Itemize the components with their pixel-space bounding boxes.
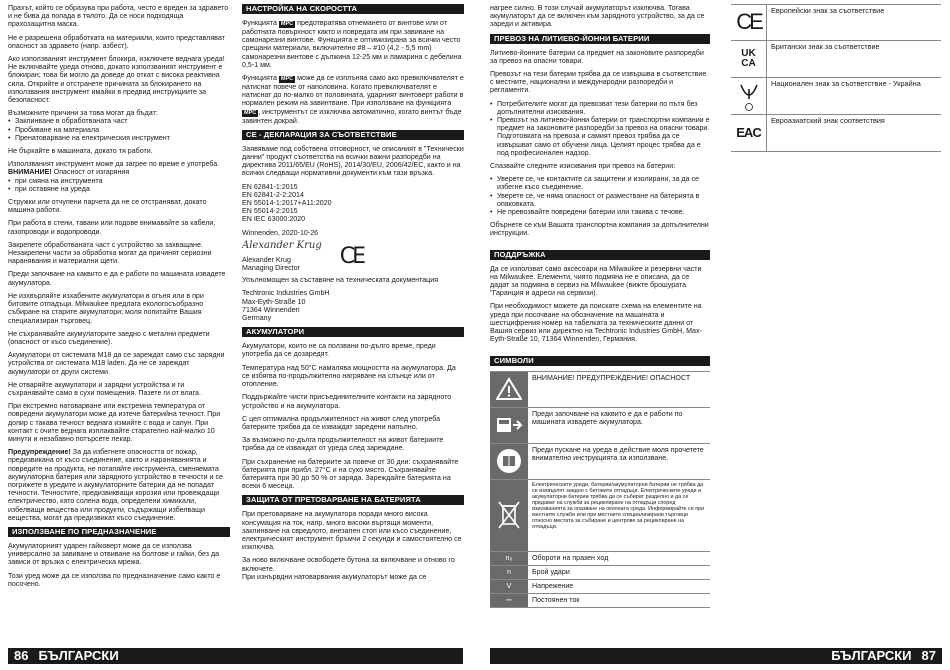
standard-item: EN 62841-1:2015 <box>242 182 298 191</box>
section-heading-overload: ЗАЩИТА ОТ ПРЕТОВАРВАНЕ НА БАТЕРИЯТА <box>242 495 464 505</box>
list-item: • при оставяне на уреда <box>8 185 230 193</box>
certification-table <box>731 4 941 154</box>
cert-description: Национален знак за съответствие - Украйна <box>771 79 921 88</box>
section-heading-transport: ПРЕВОЗ НА ЛИТИЕВО-ЙОННИ БАТЕРИИ <box>490 34 710 44</box>
text: , инструментът се изключва автоматично, когато винтът бъде завинтен докрай. <box>242 107 462 125</box>
symbol-description: Преди пускане на уреда в действие моля прочетете внимателно инструкцията за използване. <box>532 445 704 462</box>
section-heading-batteries: АКУМУЛАТОРИ <box>242 327 464 337</box>
ukraine-conformity-icon <box>731 78 767 114</box>
symbol-row <box>490 594 710 608</box>
paragraph: При екстремно натоварване или екстремна температура от повредени акумулатори може да изтече батерийна течност. При допир с такава течност веднага измийте с вода и сапун. При контакт с очите веднага изплаквайте старателно най-малко 10 минути и незабавно потърсете лекар. <box>8 402 221 443</box>
text: Функцията <box>242 74 279 83</box>
signer-name: Alexander Krug <box>242 255 291 264</box>
section-heading-intended-use: ИЗПОЛЗВАНЕ ПО ПРЕДНАЗНАЧЕНИЕ <box>8 527 230 537</box>
symbol-description: Постоянен ток <box>532 595 580 604</box>
column-left <box>8 4 230 644</box>
signature-row <box>242 239 464 273</box>
text: Функцията <box>242 19 279 27</box>
symbol-description: Брой удари <box>532 567 570 576</box>
standard-item: EN 55014-1:2017+A11:2020 <box>242 199 332 208</box>
speed-function-logo-icon: MPC <box>244 109 257 116</box>
paragraph: Литиево-йонните батерии са предмет на законовите разпоредби за превоз на опасни товари. <box>490 48 704 65</box>
symbol-description: Преди започване на каквито е да е работи по машината извадете акумулатора. <box>532 409 683 426</box>
symbol-row <box>490 408 710 444</box>
cert-row <box>731 41 941 78</box>
paragraph: Не е разрешена обработката на материали, които представляват опасност за здравето (напр. азбест). <box>8 33 225 50</box>
paragraph: Да се използват само аксесоари на Milwaukee и резервни части на Milwaukee. Елементи, чиято подмяна не е описана, да се дадат за подмяна в сервиз на Milwaukee (вижте брошурата "Гаранция и адреси на сервизи). <box>490 264 702 298</box>
paragraph: Спазвайте следните изисквания при превоз на батерии: <box>490 162 676 171</box>
paragraph: Превозът на тези батерии трябва да се извършва в съответствие с местните, национални и международни разпоредби и регламенти. <box>490 70 707 95</box>
standard-item: EN IEC 63000:2020 <box>242 215 306 224</box>
warning-paragraph <box>8 448 230 522</box>
language-label: БЪЛГАРСКИ <box>38 648 119 663</box>
paragraph: Температура над 50°C намалява мощността на акумулатора. Да се избягва по-продължително нагряване на слънце или от отопление. <box>242 363 456 389</box>
read-manual-icon <box>490 444 528 479</box>
speed-function-logo-icon: MPC <box>280 21 294 27</box>
eac-mark-text: EAC <box>736 124 761 140</box>
paragraph: нагрее силно. В този случай акумулаторът изключва. Тогава акумулаторът да се включен към зарядното устройство, за да се зареди и активира. <box>490 4 705 29</box>
ukca-mark-text: UK CA <box>741 48 756 69</box>
paragraph: При необходимост можете да поискате схема на елементите на уреда при посочване на обозначение на машината и шестцифрения номер на табелката за техническите данни от Вашия сервиз или директно на Techtronic Industries GmbH, Max-Eyth-Straße 10, 71364 Winnenden, Германия. <box>490 302 702 344</box>
address-line: Germany <box>242 314 272 323</box>
column-center-right <box>490 4 710 644</box>
paragraph: При претоварване на акумулатора поради много висока консумация на ток, напр. много високи въртящи моменти, заклинване на свредлото, внезапен стоп или късо съединение, електрическият инструмент бръмчи 2 секунди и самостоятелно се изключва. <box>242 510 462 552</box>
symbol-row <box>490 480 710 552</box>
cert-row <box>731 4 941 41</box>
warning-label: Предупреждение! <box>8 448 71 457</box>
paragraph: Не съхранявайте акумулаторите заедно с метални предмети (опасност от късо съединение). <box>8 329 210 346</box>
address <box>242 289 464 322</box>
paragraph: Акумулаторният ударен гайковерт може да се използва универсално за завиване и отвиване на болтове и гайки, без да зависи от връзка с електрическа мрежа. <box>8 541 220 567</box>
speed-function-logo-icon: MPC <box>280 76 294 83</box>
impact-rate-icon: n <box>490 566 528 579</box>
ce-mark-text: CE <box>736 9 761 35</box>
ce-icon <box>731 5 767 40</box>
section-heading-maintenance: ПОДДРЪЖКА <box>490 250 710 260</box>
list-item: • Пробиване на материала <box>8 126 230 134</box>
cert-row <box>731 78 941 115</box>
no-load-speed-icon: n₀ <box>490 552 528 565</box>
list-item: • Уверете се, че няма опасност от разместване на батерията в опаковката. <box>490 192 710 208</box>
paragraph: Преди започване на каквито е да е работи по машината извадете акумулатора. <box>8 270 226 287</box>
crossed-bin-icon <box>490 480 528 551</box>
symbol-row <box>490 566 710 580</box>
cert-description: Британски знак за съответствие <box>771 42 880 51</box>
eac-icon <box>731 115 767 151</box>
paragraph: Закрепете обработваната част с устройство за захващане. Незакрепени части за обработка могат да причинят сериозни наранявания и материални щети. <box>8 240 212 266</box>
symbol-description: Електрическите уреди, батерии/акумулаторни батерии не трябва да се изхвърлят заедно с битовите отпадъци. Електрическите уреди и акумулаторни батерии трябва да се събират разделно и да се предават на служби за рециклиране на отпадъци според изискванията за опазване на околната среда. Информирайте се при местните служби или при местните специализирани търговци относно местата за събиране и центрове за рециклиране на отпадъци. <box>532 481 705 531</box>
list-item: • при смяна на инструмента <box>8 177 230 185</box>
paragraph: При изнървдни натоварвания акумулаторът може да се <box>242 572 427 581</box>
cert-description: Европейски знак за съответствие <box>771 6 885 15</box>
paragraph: При работа в стени, тавани или подове внимавайте за кабели, газопроводи и водопроводи. <box>8 219 216 236</box>
column-center-left <box>242 4 464 644</box>
paragraph: Акумулатори, които не са ползвани по-дълго време, преди употреба да се дозаредят. <box>242 342 436 359</box>
page-number: 86 <box>14 648 29 663</box>
list-item: • Уверете се, че контактите са защитени и изолирани, за да се избегне късо съединение. <box>490 175 710 191</box>
paragraph <box>242 74 464 125</box>
authorized-text: Упълномощен за съставяне на техническата документация <box>242 276 439 285</box>
symbol-row <box>490 372 710 408</box>
symbol-description: Напрежение <box>532 581 574 590</box>
standard-item: EN 55014-2:2015 <box>242 207 298 216</box>
warning-text: Опасност от изгаряния <box>51 168 130 177</box>
paragraph: С цел оптимална продължителност на живот след употреба батериите трябва да се изваждат заредени напълно. <box>242 414 441 431</box>
paragraph: Акумулатори от системата M18 да се зареждат само със зарядни устройства от системата M18 laden. Да не се зареждат акумулатори от други системи. <box>8 351 225 376</box>
warning-text: За да избегнете опасността от пожар, предизвикана от късо съединение, както и нараняванията и повредите на продукта, не потапяйте инструмента, сменяемата акумулаторна батерия или зарядното устройство в течности и се погрижете в уредите и акумулаторните батерии да не попадат течности. Течностите, предизвикващи корозия или провеждащи електричество, като солена вода, определени химикали, избелващи вещества или продукти, съдържащи избелващи вещества, могат да предизвикат късо съединение. <box>8 448 224 522</box>
standards-list <box>242 183 464 224</box>
paragraph: Поддържайте чисти присъединителните контакти на зарядното устройство и на акумулатора. <box>242 393 452 410</box>
paragraph <box>242 19 464 69</box>
ce-mark-icon: CE <box>339 243 364 269</box>
symbol-row <box>490 580 710 594</box>
paragraph: При съхранение на батериите за повече от 30 дни: съхранявайте батерията при прибл. 27°C и на сухо място. Съхранявайте батерията при 30 до 50 % от заряда. Зареждайте батерията на всеки 6 месеца. <box>242 457 459 491</box>
standard-item: EN 62841-2-2:2014 <box>242 190 304 199</box>
transport-list <box>490 100 710 157</box>
paragraph: Прахът, който се образува при работа, често е вреден за здравето и не бива да попада в тялото. Да се носи подходяща прахозащитна маска. <box>8 4 229 29</box>
section-heading-symbols: СИМВОЛИ <box>490 356 710 366</box>
place-date: Winnenden, 2020-10-26 <box>242 228 319 237</box>
remove-battery-icon <box>490 408 528 443</box>
cert-row <box>731 115 941 152</box>
address-line: Max-Eyth-Straße 10 <box>242 297 306 306</box>
section-heading-declaration: CE - ДЕКЛАРАЦИЯ ЗА СЪОТВЕТСТВИЕ <box>242 130 464 140</box>
warning-label: ВНИМАНИЕ! <box>8 168 52 177</box>
list-item: • Заклинване в обработваната част <box>8 117 230 125</box>
paragraph: Използваният инструмент може да загрее по време е употреба. <box>8 160 220 169</box>
symbol-row <box>490 552 710 566</box>
direct-current-icon: ⎓ <box>490 594 528 607</box>
paragraph: Обърнете се към Вашата транспортна компания за допълнителни инструкции. <box>490 221 709 238</box>
cert-description: Евроазиатский знак соответствия <box>771 116 885 125</box>
list-item: • Потребителите могат да превозват тези батерии по пътя без допълнителни изисквания. <box>490 100 710 116</box>
address-line: 71364 Winnenden <box>242 305 300 314</box>
symbol-row <box>490 444 710 480</box>
language-label: БЪЛГАРСКИ <box>831 648 912 663</box>
paragraph: За възможно по-дълга продължителност на живот батериите трябва да се изваждат от уреда след зареждане. <box>242 436 444 453</box>
page-footer-left <box>8 648 463 664</box>
warning-line <box>8 168 230 176</box>
text: предотвратява отнемането от винтове или от работната повърхност както и повредата им при завиване на самонарезни винтове. Функцията е оптимизирана за всички често срещани материали, включително #8 – #10 (4,2 - 5,5 mm) самонарезни винтове с дължина 12-25 мм и ламарина с дебелина 0,5-1 мм. <box>242 19 462 69</box>
paragraph: Ако използваният инструмент блокира, изключете веднага уреда! Не включвайте уреда отново, докато използваният инструмент е блокиран; това би могло да доведе до откат с висока реактивна сила. Открийте и отстранете причината за блокирането на използвания инструмент имайки в предвид инструкциите за безопасност. <box>8 55 225 105</box>
paragraph: Този уред може да се използва по предназначение само както е посочено. <box>8 571 221 588</box>
section-heading-speed: НАСТРОЙКА НА СКОРОСТТА <box>242 4 464 14</box>
signature-image: Alexander Krug <box>242 239 322 251</box>
page-footer-right <box>490 648 942 664</box>
list-item: • Превозът на литиево-йонни батерии от транспортни компании е предмет на законовите разпоредби за превоз на опасни товари. Подготовката на превоза и самият превоз трябва да се извършват само от обучени лица. Целият процес трябва да е под професионален надзор. <box>490 116 710 157</box>
reasons-title: Възможните причини за това могат да бъдат: <box>8 109 158 118</box>
warning-icon <box>490 372 528 407</box>
warning-list <box>8 177 230 193</box>
transport-list-2 <box>490 175 710 216</box>
paragraph: Не изхвърляйте изхабените акумулатори в огъня или в при битовите отпадъци. Milwaukee предлага екологосъобразно събиране на старите акумулатори; моля попитайте Вашия специализиран търговец. <box>8 291 204 325</box>
paragraph: Не бъркайте в машината, докато тя работи. <box>8 147 153 156</box>
paragraph: Стружки или отчупени парчета да не се отстраняват, докато машина работи. <box>8 198 207 215</box>
paragraph: Не отваряйте акумулатори и зарядни устройства и ги съхранявайте само в сухи помещения. Пазете ги от влага. <box>8 380 201 397</box>
reasons-list <box>8 117 230 142</box>
paragraph: За ново включване освободете бутона за включване и отново го включете. <box>242 556 455 573</box>
list-item: • Не превозвайте повредени батерии или такива с течове. <box>490 208 710 216</box>
voltage-icon: V <box>490 580 528 593</box>
ukca-icon <box>731 41 767 77</box>
symbol-description: Обороти на празен ход <box>532 553 609 562</box>
signature-block <box>242 239 322 273</box>
page-number: 87 <box>921 648 936 663</box>
list-item: • Пренатоварване на електрическия инструмент <box>8 134 230 142</box>
text: може да се изплъняа само ако превключвателят е натиснат повече от наполовина. Когато превключвателят е натиснат до по-малко от половината, ударният винтоверт работи в нормален режим на завинтване. При използване на функцията <box>242 74 464 108</box>
symbol-description: ВНИМАНИЕ! ПРЕДУПРЕЖДЕНИЕ! ОПАСНОСТ <box>532 373 691 382</box>
symbols-table <box>490 371 710 608</box>
paragraph: Заявяваме под собствена отговорност, че описаният в "Технически данни" продукт съответства на всички важни разпоредби на директива 2011/65/EU (RoHS), 2014/30/EU, 2006/42/EC, както и на всички следващи нормативни документи към тази връзка. <box>242 144 464 178</box>
signer-title: Managing Director <box>242 264 300 273</box>
address-line: Techtronic Industries GmbH <box>242 289 330 298</box>
